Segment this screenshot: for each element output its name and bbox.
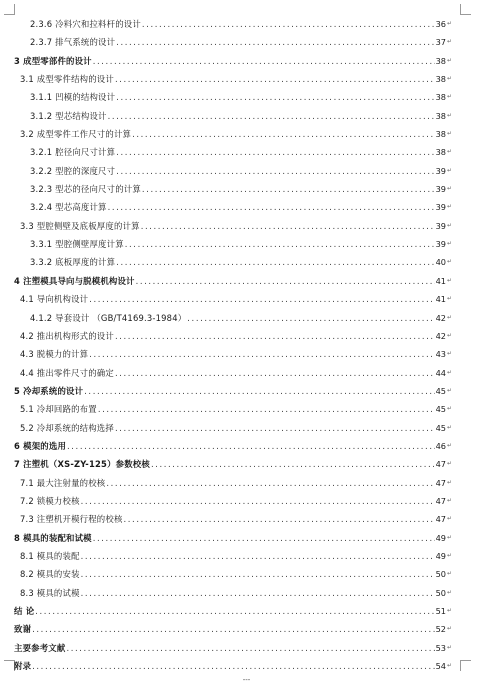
toc-entry-page: 39 bbox=[435, 239, 446, 250]
toc-entry-page: 47 bbox=[435, 514, 446, 525]
toc-entry-title: 5.2 冷却系统的结构选择 bbox=[20, 422, 114, 433]
toc-entry-page: 47 bbox=[435, 477, 446, 488]
paragraph-mark-icon: ↵ bbox=[447, 148, 453, 156]
toc-entry-page: 38 bbox=[435, 129, 446, 140]
paragraph-mark-icon: ↵ bbox=[447, 570, 453, 578]
paragraph-mark-icon: ↵ bbox=[447, 551, 453, 559]
dot-leader bbox=[141, 217, 435, 235]
paragraph-mark-icon: ↵ bbox=[447, 75, 453, 83]
paragraph-mark-icon: ↵ bbox=[447, 386, 453, 394]
paragraph-mark-icon: ↵ bbox=[447, 20, 453, 27]
toc-entry-title: 3.2.2 型腔的深度尺寸 bbox=[30, 165, 116, 176]
toc-entry[interactable] bbox=[0, 602, 493, 620]
toc-entry[interactable] bbox=[0, 492, 493, 510]
dot-leader bbox=[115, 327, 435, 345]
toc-entry[interactable] bbox=[0, 125, 493, 143]
paragraph-mark-icon: ↵ bbox=[447, 185, 453, 193]
paragraph-mark-icon: ↵ bbox=[447, 441, 453, 449]
dot-leader bbox=[132, 125, 434, 143]
toc-entry[interactable] bbox=[0, 455, 493, 473]
toc-entry[interactable] bbox=[0, 198, 493, 216]
toc-entry[interactable] bbox=[0, 107, 493, 125]
toc-entry[interactable] bbox=[0, 327, 493, 345]
paragraph-mark-icon: ↵ bbox=[447, 662, 453, 670]
toc-entry-title: 8.1 模具的装配 bbox=[20, 550, 80, 561]
paragraph-mark-icon: ↵ bbox=[447, 607, 453, 614]
dot-leader bbox=[93, 529, 435, 547]
margin-mark-top-left bbox=[4, 4, 15, 15]
toc-entry-title: 6 模架的选用 bbox=[14, 440, 67, 451]
toc-entry[interactable] bbox=[0, 253, 493, 271]
toc-entry-page: 50 bbox=[435, 569, 446, 580]
paragraph-mark-icon: ↵ bbox=[447, 460, 453, 468]
toc-entry-page: 42 bbox=[435, 330, 446, 341]
toc-entry[interactable] bbox=[0, 88, 493, 106]
toc-entry-page: 38 bbox=[435, 92, 446, 103]
paragraph-mark-icon: ↵ bbox=[447, 515, 453, 523]
toc-entry-page: 39 bbox=[435, 202, 446, 213]
dot-leader bbox=[106, 474, 434, 492]
toc-entry[interactable] bbox=[0, 180, 493, 198]
dot-leader bbox=[108, 198, 435, 216]
toc-entry[interactable] bbox=[0, 510, 493, 528]
paragraph-mark-icon: ↵ bbox=[447, 240, 453, 248]
dot-leader bbox=[66, 639, 434, 657]
toc-entry[interactable] bbox=[0, 33, 493, 51]
dot-leader bbox=[187, 309, 434, 327]
toc-entry-title: 4.1.2 导套设计 （GB/T4169.3-1984） bbox=[30, 312, 187, 323]
toc-entry-page: 44 bbox=[435, 367, 446, 378]
toc-entry-title: 3.3.2 底板厚度的计算 bbox=[30, 257, 116, 268]
toc-entry-page: 41 bbox=[435, 294, 446, 305]
toc-entry-page: 38 bbox=[435, 55, 446, 66]
dot-leader bbox=[89, 290, 434, 308]
toc-entry-title: 3.3.1 型腔侧壁厚度计算 bbox=[30, 239, 124, 250]
toc-entry-page: 45 bbox=[435, 385, 446, 396]
dot-leader bbox=[142, 180, 435, 198]
toc-entry-title: 3.2.4 型芯高度计算 bbox=[30, 202, 107, 213]
dot-leader bbox=[93, 52, 435, 70]
toc-entry-title: 4.4 推出零件尺寸的确定 bbox=[20, 367, 114, 378]
dot-leader bbox=[115, 419, 435, 437]
toc-entry-page: 38 bbox=[435, 110, 446, 121]
toc-entry[interactable] bbox=[0, 620, 493, 638]
paragraph-mark-icon: ↵ bbox=[447, 203, 453, 211]
toc-entry[interactable] bbox=[0, 657, 493, 675]
toc-entry-page: 39 bbox=[435, 165, 446, 176]
dot-leader bbox=[84, 382, 434, 400]
toc-entry[interactable] bbox=[0, 309, 493, 327]
toc-entry-page: 36 bbox=[435, 19, 446, 29]
toc-entry-title: 4.3 脱模力的计算 bbox=[20, 349, 89, 360]
paragraph-mark-icon: ↵ bbox=[447, 643, 453, 651]
page-footer: --- bbox=[242, 676, 251, 684]
dot-leader bbox=[108, 107, 435, 125]
toc-entry-title: 4 注塑模具导向与脱模机构设计 bbox=[14, 275, 135, 286]
dot-leader bbox=[89, 345, 434, 363]
paragraph-mark-icon: ↵ bbox=[447, 313, 453, 321]
toc-entry-page: 38 bbox=[435, 74, 446, 85]
paragraph-mark-icon: ↵ bbox=[447, 56, 453, 64]
toc-entry-title: 结 论 bbox=[14, 606, 35, 616]
toc-entry-title: 4.1 导向机构设计 bbox=[20, 294, 89, 305]
toc-entry-page: 47 bbox=[435, 495, 446, 506]
toc-entry-title: 2.3.6 冷料穴和拉料杆的设计 bbox=[30, 19, 141, 29]
toc-entry-page: 37 bbox=[435, 37, 446, 48]
dot-leader bbox=[136, 272, 435, 290]
toc-entry[interactable] bbox=[0, 235, 493, 253]
toc-entry[interactable] bbox=[0, 272, 493, 290]
paragraph-mark-icon: ↵ bbox=[447, 533, 453, 541]
paragraph-mark-icon: ↵ bbox=[447, 350, 453, 358]
toc-entry[interactable] bbox=[0, 290, 493, 308]
toc-entry-title: 3.2 成型零件工作尺寸的计算 bbox=[20, 129, 132, 140]
toc-entry[interactable] bbox=[0, 217, 493, 235]
paragraph-mark-icon: ↵ bbox=[447, 258, 453, 266]
toc-entry[interactable] bbox=[0, 584, 493, 602]
paragraph-mark-icon: ↵ bbox=[447, 625, 453, 633]
dot-leader bbox=[116, 33, 434, 51]
toc-entry-title: 2.3.7 排气系统的设计 bbox=[30, 37, 116, 48]
paragraph-mark-icon: ↵ bbox=[447, 38, 453, 46]
paragraph-mark-icon: ↵ bbox=[447, 166, 453, 174]
toc-entry-title: 8 模具的装配和试模 bbox=[14, 532, 92, 543]
toc-entry[interactable] bbox=[0, 547, 493, 565]
toc-entry-page: 45 bbox=[435, 422, 446, 433]
toc-entry-title: 3.1 成型零件结构的设计 bbox=[20, 74, 114, 85]
toc-entry[interactable] bbox=[0, 364, 493, 382]
toc-entry[interactable] bbox=[0, 437, 493, 455]
toc-entry-page: 39 bbox=[435, 220, 446, 231]
dot-leader bbox=[142, 15, 435, 33]
dot-leader bbox=[116, 143, 434, 161]
toc-entry-page: 50 bbox=[435, 587, 446, 598]
toc-entry-page: 39 bbox=[435, 184, 446, 195]
toc-entry-title: 8.2 模具的安装 bbox=[20, 569, 80, 580]
dot-leader bbox=[116, 88, 434, 106]
toc-entry-title: 3.2.1 腔径向尺寸计算 bbox=[30, 147, 116, 158]
toc-entry-title: 7.3 注塑机开模行程的校核 bbox=[20, 514, 123, 525]
dot-leader bbox=[151, 455, 435, 473]
toc-entry-page: 49 bbox=[435, 550, 446, 561]
dot-leader bbox=[125, 235, 435, 253]
toc-entry[interactable] bbox=[0, 162, 493, 180]
paragraph-mark-icon: ↵ bbox=[447, 111, 453, 119]
toc-entry-page: 41 bbox=[435, 275, 446, 286]
dot-leader bbox=[116, 253, 434, 271]
paragraph-mark-icon: ↵ bbox=[447, 496, 453, 504]
toc-entry-title: 4.2 推出机构形式的设计 bbox=[20, 330, 114, 341]
toc-entry-page: 43 bbox=[435, 349, 446, 360]
paragraph-mark-icon: ↵ bbox=[447, 276, 453, 284]
dot-leader bbox=[115, 70, 435, 88]
toc-entry[interactable] bbox=[0, 15, 493, 33]
toc-entry-page: 53 bbox=[435, 642, 446, 653]
toc-entry-title: 附录 bbox=[14, 661, 32, 672]
dot-leader bbox=[81, 547, 435, 565]
toc-entry-page: 45 bbox=[435, 404, 446, 415]
dot-leader bbox=[32, 620, 434, 638]
toc-entry-page: 46 bbox=[435, 440, 446, 451]
toc-entry-page: 54 bbox=[435, 661, 446, 672]
toc-entry-title: 主要参考文献 bbox=[14, 642, 66, 653]
toc-entry[interactable] bbox=[0, 419, 493, 437]
toc-entry-title: 3.2.3 型芯的径向尺寸的计算 bbox=[30, 184, 141, 195]
toc-entry[interactable] bbox=[0, 345, 493, 363]
toc-entry-title: 7.2 锁模力校核 bbox=[20, 495, 80, 506]
dot-leader bbox=[67, 437, 435, 455]
toc-entry-title: 3.1.1 凹模的结构设计 bbox=[30, 92, 116, 103]
toc-entry-page: 40 bbox=[435, 257, 446, 268]
paragraph-mark-icon: ↵ bbox=[447, 130, 453, 138]
toc-entry-title: 5.1 冷却回路的布置 bbox=[20, 404, 97, 415]
toc-entry[interactable] bbox=[0, 639, 493, 657]
paragraph-mark-icon: ↵ bbox=[447, 405, 453, 413]
toc-entry-page: 42 bbox=[435, 312, 446, 323]
dot-leader bbox=[81, 565, 435, 583]
dot-leader bbox=[124, 510, 435, 528]
paragraph-mark-icon: ↵ bbox=[447, 478, 453, 486]
paragraph-mark-icon: ↵ bbox=[447, 368, 453, 376]
dot-leader bbox=[35, 602, 434, 620]
toc-entry-page: 51 bbox=[435, 606, 446, 616]
dot-leader bbox=[81, 492, 435, 510]
table-of-contents bbox=[0, 15, 493, 675]
toc-entry[interactable] bbox=[0, 529, 493, 547]
dot-leader bbox=[81, 584, 435, 602]
toc-entry[interactable] bbox=[0, 143, 493, 161]
paragraph-mark-icon: ↵ bbox=[447, 331, 453, 339]
toc-entry[interactable] bbox=[0, 382, 493, 400]
dot-leader bbox=[32, 657, 434, 675]
paragraph-mark-icon: ↵ bbox=[447, 588, 453, 596]
paragraph-mark-icon: ↵ bbox=[447, 93, 453, 101]
toc-entry-title: 3.1.2 型芯结构设计 bbox=[30, 110, 107, 121]
toc-entry[interactable] bbox=[0, 474, 493, 492]
toc-entry-page: 38 bbox=[435, 147, 446, 158]
margin-mark-top-right bbox=[460, 4, 471, 15]
toc-entry-title: 3 成型零部件的设计 bbox=[14, 55, 92, 66]
paragraph-mark-icon: ↵ bbox=[447, 423, 453, 431]
dot-leader bbox=[98, 400, 435, 418]
toc-entry-title: 8.3 模具的试模 bbox=[20, 587, 80, 598]
toc-entry[interactable] bbox=[0, 565, 493, 583]
toc-entry-title: 5 冷却系统的设计 bbox=[14, 385, 84, 396]
paragraph-mark-icon: ↵ bbox=[447, 221, 453, 229]
toc-entry-page: 47 bbox=[435, 459, 446, 470]
dot-leader bbox=[116, 162, 434, 180]
toc-entry[interactable] bbox=[0, 400, 493, 418]
toc-entry-title: 3.3 型腔侧壁及底板厚度的计算 bbox=[20, 220, 140, 231]
toc-entry-title: 7.1 最大注射量的校核 bbox=[20, 477, 106, 488]
toc-entry-page: 52 bbox=[435, 624, 446, 635]
toc-entry[interactable] bbox=[0, 70, 493, 88]
toc-entry-page: 49 bbox=[435, 532, 446, 543]
toc-entry-title: 7 注塑机（XS-ZY-125）参数校核 bbox=[14, 459, 150, 470]
paragraph-mark-icon: ↵ bbox=[447, 295, 453, 303]
toc-entry-title: 致谢 bbox=[14, 624, 32, 635]
toc-entry[interactable] bbox=[0, 52, 493, 70]
dot-leader bbox=[115, 364, 435, 382]
